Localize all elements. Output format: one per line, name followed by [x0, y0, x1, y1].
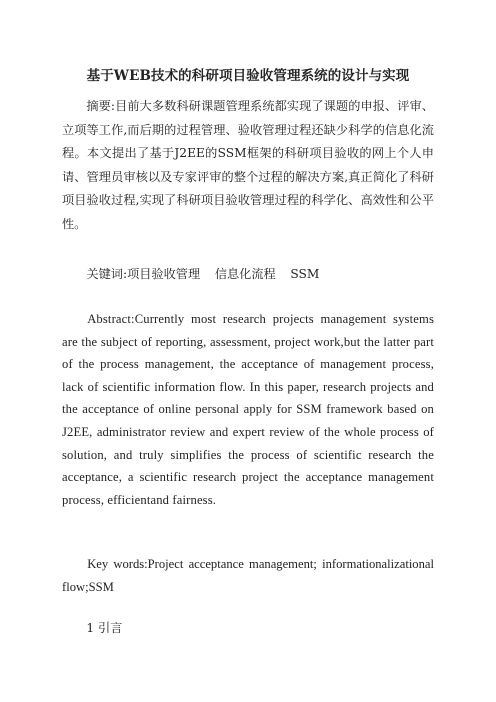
- keywords-english: Key words:Project acceptance management; informationalizational flow;SSM: [62, 557, 434, 594]
- keyword-item: 项目验收管理: [127, 267, 201, 281]
- abstract-english: Abstract:Currently most research projects management systems are the subject of reporting, assessment, project work,but the latter part of the process management, the acceptance of management process, lack of scientific information flow. In this paper, research projects and the acceptance of online personal apply for SSM framework based on J2EE, administrator review and expert review of the whole process of solution, and truly simplifies the process of scientific research the acceptance, a scientific research project the acceptance management process, efficientand fairness.: [62, 312, 434, 507]
- document-title: 基于WEB技术的科研项目验收管理系统的设计与实现: [86, 68, 410, 84]
- abstract-chinese: 摘要:目前大多数科研课题管理系统都实现了课题的申报、评审、立项等工作,而后期的过程管理、验收管理过程还缺少科学的信息化流程。本文提出了基于J2EE的SSM框架的科研项目验收的网上个人申请、管理员审核以及专家评审的整个过程的解决方案,真正简化了科研项目验收过程,实现了科研项目验收管理过程的科学化、高效性和公平性。: [62, 99, 434, 231]
- keyword-item: SSM: [290, 267, 320, 281]
- section-heading-introduction: 1 引言: [86, 621, 123, 635]
- keyword-item: 信息化流程: [214, 267, 276, 281]
- keywords-chinese: [62, 263, 434, 287]
- keywords-label: 关键词:: [86, 267, 128, 281]
